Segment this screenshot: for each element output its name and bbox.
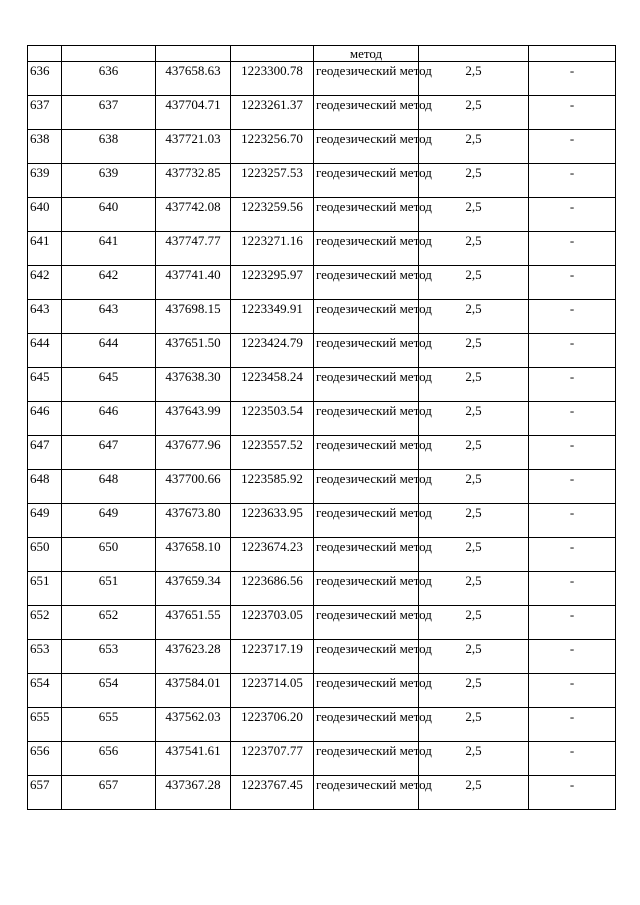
- cell-point: 636: [62, 62, 156, 96]
- cell-number: [28, 46, 62, 62]
- cell-point: 646: [62, 402, 156, 436]
- cell-x: 437659.34: [156, 572, 231, 606]
- cell-x: 437742.08: [156, 198, 231, 232]
- cell-number: 636: [28, 62, 62, 96]
- cell-method: геодезический метод: [314, 470, 419, 504]
- cell-x: 437562.03: [156, 708, 231, 742]
- table-row: [28, 538, 616, 572]
- cell-note: -: [529, 232, 616, 266]
- cell-x: 437741.40: [156, 266, 231, 300]
- cell-point: 650: [62, 538, 156, 572]
- cell-accuracy: 2,5: [419, 776, 529, 810]
- coordinates-table: [27, 45, 616, 810]
- cell-point: 644: [62, 334, 156, 368]
- cell-method: геодезический метод: [314, 504, 419, 538]
- table-row: [28, 130, 616, 164]
- table-row: [28, 198, 616, 232]
- cell-x: 437584.01: [156, 674, 231, 708]
- cell-x: [156, 46, 231, 62]
- cell-accuracy: 2,5: [419, 334, 529, 368]
- cell-accuracy: 2,5: [419, 606, 529, 640]
- cell-note: -: [529, 504, 616, 538]
- cell-number: 654: [28, 674, 62, 708]
- cell-method: геодезический метод: [314, 436, 419, 470]
- cell-accuracy: 2,5: [419, 300, 529, 334]
- cell-point: 657: [62, 776, 156, 810]
- table-row: [28, 62, 616, 96]
- cell-accuracy: 2,5: [419, 266, 529, 300]
- table-row: [28, 402, 616, 436]
- cell-y: 1223707.77: [231, 742, 314, 776]
- cell-number: 652: [28, 606, 62, 640]
- cell-number: 643: [28, 300, 62, 334]
- cell-y: 1223424.79: [231, 334, 314, 368]
- cell-accuracy: 2,5: [419, 572, 529, 606]
- cell-accuracy: 2,5: [419, 402, 529, 436]
- table-row: [28, 232, 616, 266]
- cell-method: геодезический метод: [314, 334, 419, 368]
- table-row: [28, 776, 616, 810]
- cell-y: 1223295.97: [231, 266, 314, 300]
- cell-method: геодезический метод: [314, 62, 419, 96]
- cell-number: 656: [28, 742, 62, 776]
- cell-method: геодезический метод: [314, 368, 419, 402]
- cell-number: 651: [28, 572, 62, 606]
- cell-accuracy: 2,5: [419, 436, 529, 470]
- cell-number: 644: [28, 334, 62, 368]
- cell-note: -: [529, 368, 616, 402]
- cell-point: 656: [62, 742, 156, 776]
- cell-method: геодезический метод: [314, 402, 419, 436]
- cell-method: геодезический метод: [314, 164, 419, 198]
- cell-x: 437732.85: [156, 164, 231, 198]
- cell-accuracy: 2,5: [419, 674, 529, 708]
- cell-accuracy: 2,5: [419, 504, 529, 538]
- cell-y: 1223703.05: [231, 606, 314, 640]
- table-row: [28, 504, 616, 538]
- cell-point: 637: [62, 96, 156, 130]
- cell-accuracy: 2,5: [419, 62, 529, 96]
- cell-x: 437651.55: [156, 606, 231, 640]
- cell-number: 639: [28, 164, 62, 198]
- cell-y: 1223349.91: [231, 300, 314, 334]
- cell-x: 437704.71: [156, 96, 231, 130]
- cell-point: 651: [62, 572, 156, 606]
- cell-x: 437541.61: [156, 742, 231, 776]
- cell-point: 641: [62, 232, 156, 266]
- cell-accuracy: 2,5: [419, 198, 529, 232]
- table-row: [28, 606, 616, 640]
- cell-number: 653: [28, 640, 62, 674]
- cell-note: -: [529, 436, 616, 470]
- table-row: [28, 742, 616, 776]
- cell-y: [231, 46, 314, 62]
- cell-y: 1223503.54: [231, 402, 314, 436]
- cell-point: 653: [62, 640, 156, 674]
- cell-note: -: [529, 130, 616, 164]
- cell-method: геодезический метод: [314, 198, 419, 232]
- cell-note: -: [529, 402, 616, 436]
- cell-y: 1223300.78: [231, 62, 314, 96]
- cell-accuracy: 2,5: [419, 538, 529, 572]
- cell-method: геодезический метод: [314, 96, 419, 130]
- cell-note: -: [529, 300, 616, 334]
- cell-x: 437700.66: [156, 470, 231, 504]
- cell-point: 642: [62, 266, 156, 300]
- cell-method: геодезический метод: [314, 742, 419, 776]
- cell-point: 648: [62, 470, 156, 504]
- table-row: [28, 334, 616, 368]
- cell-note: -: [529, 198, 616, 232]
- cell-method: геодезический метод: [314, 606, 419, 640]
- cell-point: 639: [62, 164, 156, 198]
- cell-y: 1223271.16: [231, 232, 314, 266]
- cell-y: 1223714.05: [231, 674, 314, 708]
- cell-y: 1223717.19: [231, 640, 314, 674]
- cell-note: [529, 46, 616, 62]
- table-row: [28, 708, 616, 742]
- cell-y: 1223458.24: [231, 368, 314, 402]
- table-row: [28, 572, 616, 606]
- cell-method: геодезический метод: [314, 232, 419, 266]
- cell-note: -: [529, 96, 616, 130]
- cell-accuracy: 2,5: [419, 164, 529, 198]
- cell-point: 647: [62, 436, 156, 470]
- cell-point: 649: [62, 504, 156, 538]
- cell-note: -: [529, 470, 616, 504]
- cell-method: геодезический метод: [314, 538, 419, 572]
- table-row: [28, 470, 616, 504]
- table-row: [28, 300, 616, 334]
- cell-point: 652: [62, 606, 156, 640]
- cell-accuracy: 2,5: [419, 232, 529, 266]
- cell-y: 1223585.92: [231, 470, 314, 504]
- cell-number: 642: [28, 266, 62, 300]
- cell-point: 655: [62, 708, 156, 742]
- cell-x: 437673.80: [156, 504, 231, 538]
- cell-number: 640: [28, 198, 62, 232]
- cell-number: 645: [28, 368, 62, 402]
- cell-y: 1223261.37: [231, 96, 314, 130]
- continuation-row: [28, 46, 616, 62]
- cell-x: 437643.99: [156, 402, 231, 436]
- cell-number: 648: [28, 470, 62, 504]
- table-row: [28, 164, 616, 198]
- cell-note: -: [529, 606, 616, 640]
- cell-note: -: [529, 572, 616, 606]
- cell-number: 641: [28, 232, 62, 266]
- cell-accuracy: 2,5: [419, 640, 529, 674]
- cell-point: 643: [62, 300, 156, 334]
- cell-method: геодезический метод: [314, 300, 419, 334]
- table-row: [28, 96, 616, 130]
- cell-note: -: [529, 334, 616, 368]
- cell-method: геодезический метод: [314, 708, 419, 742]
- cell-number: 638: [28, 130, 62, 164]
- cell-point: 645: [62, 368, 156, 402]
- table-row: [28, 640, 616, 674]
- cell-x: 437721.03: [156, 130, 231, 164]
- cell-accuracy: 2,5: [419, 742, 529, 776]
- cell-y: 1223674.23: [231, 538, 314, 572]
- cell-note: -: [529, 266, 616, 300]
- cell-x: 437677.96: [156, 436, 231, 470]
- cell-y: 1223557.52: [231, 436, 314, 470]
- cell-point: 640: [62, 198, 156, 232]
- cell-number: 646: [28, 402, 62, 436]
- cell-x: 437658.10: [156, 538, 231, 572]
- cell-note: -: [529, 776, 616, 810]
- cell-accuracy: [419, 46, 529, 62]
- cell-x: 437638.30: [156, 368, 231, 402]
- cell-point: 638: [62, 130, 156, 164]
- cell-method: геодезический метод: [314, 130, 419, 164]
- cell-method: геодезический метод: [314, 640, 419, 674]
- cell-method: геодезический метод: [314, 266, 419, 300]
- cell-note: -: [529, 742, 616, 776]
- cell-accuracy: 2,5: [419, 130, 529, 164]
- cell-y: 1223259.56: [231, 198, 314, 232]
- cell-y: 1223633.95: [231, 504, 314, 538]
- cell-x: 437698.15: [156, 300, 231, 334]
- cell-point: 654: [62, 674, 156, 708]
- cell-y: 1223257.53: [231, 164, 314, 198]
- cell-x: 437367.28: [156, 776, 231, 810]
- cell-x: 437747.77: [156, 232, 231, 266]
- cell-note: -: [529, 164, 616, 198]
- cell-number: 655: [28, 708, 62, 742]
- table-body: [28, 46, 616, 810]
- cell-accuracy: 2,5: [419, 470, 529, 504]
- cell-method: метод: [314, 46, 419, 62]
- table-row: [28, 674, 616, 708]
- cell-note: -: [529, 62, 616, 96]
- table-row: [28, 368, 616, 402]
- cell-number: 657: [28, 776, 62, 810]
- cell-number: 649: [28, 504, 62, 538]
- cell-number: 647: [28, 436, 62, 470]
- cell-method: геодезический метод: [314, 572, 419, 606]
- cell-accuracy: 2,5: [419, 368, 529, 402]
- cell-method: геодезический метод: [314, 674, 419, 708]
- cell-number: 650: [28, 538, 62, 572]
- cell-y: 1223767.45: [231, 776, 314, 810]
- cell-y: 1223256.70: [231, 130, 314, 164]
- table-row: [28, 436, 616, 470]
- cell-accuracy: 2,5: [419, 96, 529, 130]
- cell-note: -: [529, 708, 616, 742]
- cell-note: -: [529, 674, 616, 708]
- cell-point: [62, 46, 156, 62]
- cell-number: 637: [28, 96, 62, 130]
- cell-x: 437658.63: [156, 62, 231, 96]
- cell-x: 437651.50: [156, 334, 231, 368]
- cell-x: 437623.28: [156, 640, 231, 674]
- cell-accuracy: 2,5: [419, 708, 529, 742]
- cell-method: геодезический метод: [314, 776, 419, 810]
- cell-y: 1223686.56: [231, 572, 314, 606]
- cell-note: -: [529, 640, 616, 674]
- cell-note: -: [529, 538, 616, 572]
- cell-y: 1223706.20: [231, 708, 314, 742]
- table-row: [28, 266, 616, 300]
